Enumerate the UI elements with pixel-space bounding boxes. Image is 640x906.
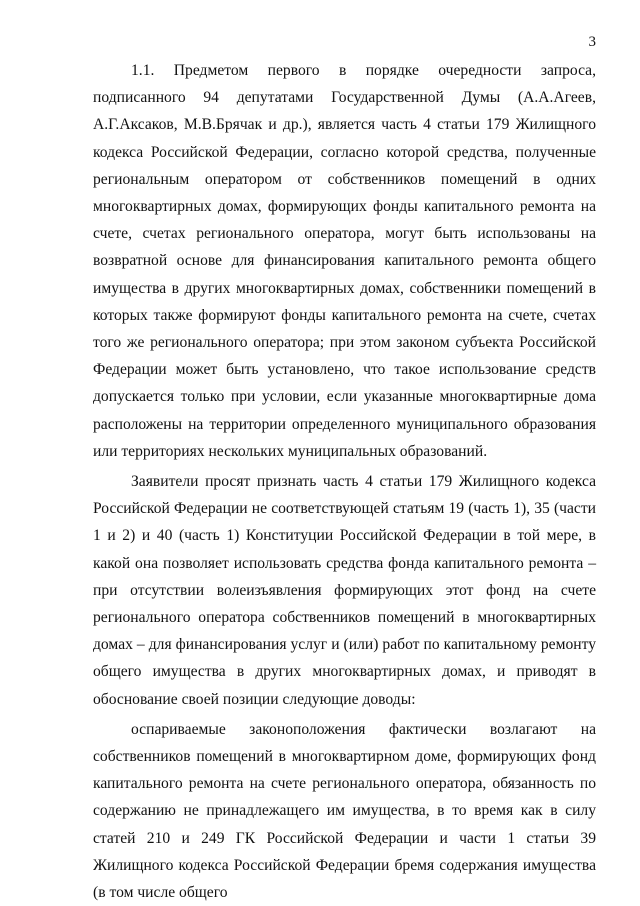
paragraph-subject-of-request: 1.1. Предметом первого в порядке очередности запроса, подписанного 94 депутатами Государственной Думы (А.А.Агеев, А.Г.Аксаков, М.В.Брячак и др.), является часть 4 статьи 179 Жилищного кодекса Российской Федерации, согласно которой средства, полученные региональным оператором от собственников помещений в одних многоквартирных домах, формирующих фонды капитального ремонта на счете, счетах регионального оператора, могут быть использованы на возвратной основе для финансирования капитального ремонта общего имущества в других многоквартирных домах, собственники помещений в которых также формируют фонды капитального ремонта на счете, счетах того же регионального оператора; при этом законом субъекта Российской Федерации может быть установлено, что такое использование средств допускается только при условии, если указанные многоквартирные дома расположены на территории определенного муниципального образования или территориях нескольких муниципальных образований.: [93, 62, 596, 460]
document-body: [93, 57, 596, 906]
paragraph-applicants-request: Заявители просят признать часть 4 статьи 179 Жилищного кодекса Российской Федерации не соответствующей статьям 19 (часть 1), 35 (части 1 и 2) и 40 (часть 1) Конституции Российской Федерации в той мере, в какой она позволяет использовать средства фонда капитального ремонта – при отсутствии волеизъявления формирующих этот фонд на счете регионального оператора собственников помещений в многоквартирных домах – для финансирования услуг и (или) работ по капитальному ремонту общего имущества в других многоквартирных домах, и приводят в обоснование своей позиции следующие доводы:: [93, 473, 596, 708]
page-number: 3: [588, 34, 596, 50]
paragraph-argument: оспариваемые законоположения фактически возлагают на собственников помещений в многоквартирном доме, формирующих фонд капитального ремонта на счете регионального оператора, обязанность по содержанию не принадлежащего им имущества, в то время как в силу статей 210 и 249 ГК Российской Федерации и части 1 статьи 39 Жилищного кодекса Российской Федерации бремя содержания имущества (в том числе общего: [93, 720, 596, 902]
